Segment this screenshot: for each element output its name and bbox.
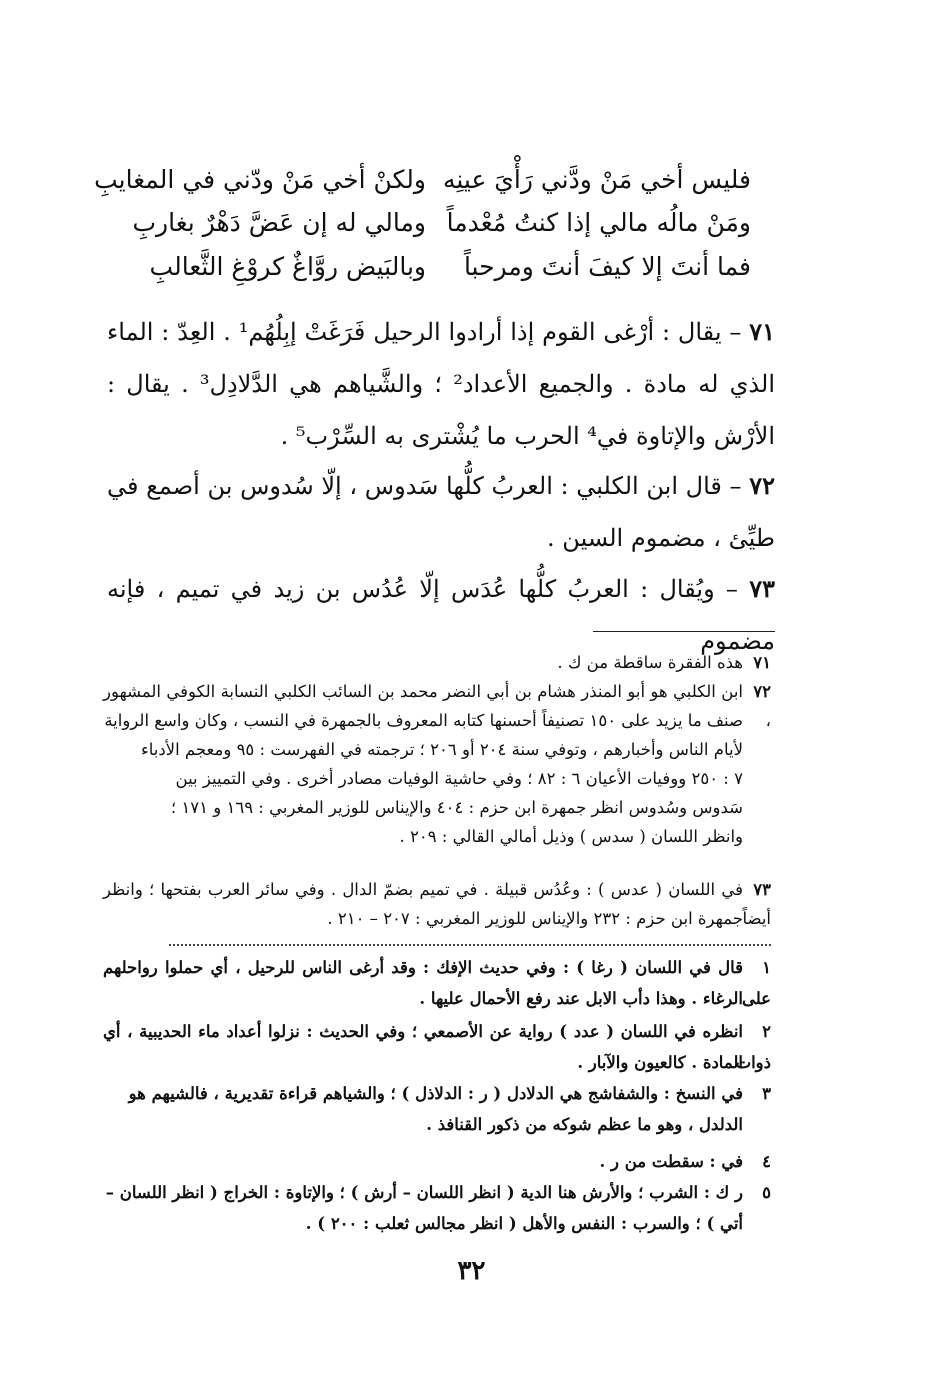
editor-note-continuation: [103, 1047, 771, 1078]
entry-number: ٧٢: [749, 471, 776, 500]
verse-second-hemistich: ومالي له إن عَضَّ دَهْرٌ بغاربِ: [132, 208, 426, 237]
note-number: ٤: [762, 1152, 771, 1171]
footnote-line: صنف ما يزيد على ١٥٠ تصنيفاً أحسنها كتابه المعروف بالجمهرة في النسب ، وكان واسع الرواية: [104, 711, 743, 730]
editor-note: [103, 1177, 771, 1208]
entry-paragraph: ٧٣ – ويُقال : العربُ كلُّها عُدَس إلّا عُدُس بن زيد في تميم ، فإنه مضموم: [107, 574, 775, 655]
notes-separator: [169, 944, 771, 946]
note-line: انظره في اللسان ( عدد ) رواية عن الأصمعي ؛ وفي الحديث : نزلوا أعداد ماء الحديبية ، أي ذوات: [103, 1022, 771, 1072]
verse-second-hemistich: ولكنْ أخي مَنْ ودّني في المغايبِ: [94, 165, 426, 194]
verse-first-hemistich: فما أنتَ إلا كيفَ أنتَ ومرحباً: [463, 252, 751, 281]
note-number: ٥: [762, 1183, 771, 1202]
footnote-number: ٧٣: [753, 880, 771, 899]
entry-number: ٧١: [749, 317, 775, 346]
footnote-continuation: [103, 706, 771, 851]
note-line: في النسخ : والشفاشج هي الدلادل ( ر : الدلاذل ) ؛ والشياهم قراءة تقديرية ، فالشيهم هو: [128, 1084, 743, 1103]
footnote: [103, 648, 771, 677]
note-line: المادة . كالعيون والآبار .: [577, 1053, 743, 1072]
entry-text: ويُقال : العربُ كلُّها عُدَس إلّا عُدُس بن زيد في تميم ، فإنه مضموم: [107, 575, 775, 655]
footnote-line: سَدوس وسُدوس انظر جمهرة ابن حزم : ٤٠٤ والإيناس للوزير المغربي : ١٦٩ و ١٧١ ؛: [170, 798, 743, 817]
note-line: أتي ) ؛ والسرب : النفس والأهل ( انظر مجالس ثعلب : ٢٠٠ ) .: [305, 1214, 743, 1233]
note-number: ١: [762, 958, 771, 977]
verse-first-hemistich: فليس أخي مَنْ ودَّني رَأْيَ عينِه: [442, 165, 751, 194]
footnote-line: ابن الكلبي هو أبو المنذر هشام بن أبي النضر محمد بن السائب الكلبي النسابة الكوفي المشهور ،: [103, 682, 771, 730]
footnote-line: وانظر اللسان ( سدس ) وذيل أمالي القالي : ٢٠٩ .: [399, 827, 743, 846]
footnote-line: جمهرة ابن حزم : ٢٣٢ والإيناس للوزير المغربي : ٢٠٧ – ٢١٠ .: [327, 909, 743, 928]
editor-note: [103, 1078, 771, 1109]
poem-verse: [111, 201, 751, 245]
note-line: قال في اللسان ( رغا ) : وفي حديث الإفك : وقد أرغى الناس للرحيل ، أي حملوا رواحلهم على: [103, 958, 771, 1008]
footnote-line: هذه الفقرة ساقطة من ك .: [557, 653, 743, 672]
entry-paragraph: ٧٢ – قال ابن الكلبي : العربُ كلُّها سَدوس ، إلّا سُدوس بن أصمع في طيِّئ ، مضموم السين .: [107, 471, 776, 552]
footnote-number: ٧١: [753, 653, 771, 672]
footnote-separator: [593, 631, 775, 632]
poem-verse: [111, 245, 751, 289]
entry-paragraph: ٧١ – يقال : أرْغى القوم إذا أرادوا الرحيل فَرَغَتْ إبِلُهُم¹ . العِدّ : الماء الذي له مادة . والجميع الأعداد² ؛ والشَّياهم هي الدَّلادِل³ . يقال : الأرْش والإتاوة في⁴ الحرب ما يُشْترى به السِّرْب⁵ .: [107, 317, 776, 450]
entry-number: ٧٣: [749, 574, 775, 603]
note-line: الدلدل ، وهو ما عظم شوكه من ذكور القنافذ .: [426, 1115, 743, 1134]
page-number: ٣٢: [457, 1256, 486, 1286]
entry-text: يقال : أرْغى القوم إذا أرادوا الرحيل فَرَغَتْ إبِلُهُم¹ . العِدّ : الماء الذي له مادة . والجميع الأعداد² ؛ والشَّياهم هي الدَّلادِل³ . يقال : الأرْش والإتاوة في⁴ الحرب ما يُشْترى به السِّرْب⁵ .: [107, 318, 776, 450]
note-number: ٢: [762, 1022, 771, 1041]
editor-note-continuation: [103, 983, 771, 1014]
poem-verse: [94, 158, 751, 202]
note-line: ر ك : الشرب ؛ والأرش هنا الدية ( انظر اللسان – أرش ) ؛ والإتاوة : الخراج ( انظر اللسان –: [105, 1183, 743, 1202]
entry-text: قال ابن الكلبي : العربُ كلُّها سَدوس ، إلّا سُدوس بن أصمع في طيِّئ ، مضموم السين .: [107, 472, 775, 552]
footnote-number: ٧٢: [753, 682, 771, 701]
note-line: في : سقطت من ر .: [599, 1152, 743, 1171]
footnote-line: ٧ : ٢٥٠ ووفيات الأعيان ٦ : ٨٢ ؛ وفي حاشية الوفيات مصادر أخرى . وفي التمييز بين: [175, 769, 743, 788]
verse-first-hemistich: ومَنْ مالُه مالي إذا كنتُ مُعْدماً: [446, 208, 751, 237]
editor-note-continuation: [103, 1208, 771, 1239]
note-line: الرغاء . وهذا دأب الابل عند رفع الأحمال عليها .: [419, 989, 743, 1008]
verse-second-hemistich: وبالبَيض روَّاغٌ كروْغِ الثَّعالبِ: [149, 252, 426, 281]
editor-note-continuation: [103, 1109, 771, 1140]
footnote-line: لأيام الناس وأخبارهم ، وتوفي سنة ٢٠٤ أو ٢٠٦ ؛ ترجمته في الفهرست : ٩٥ ومعجم الأدباء: [140, 740, 743, 759]
editor-note: [103, 1146, 771, 1177]
note-number: ٣: [762, 1084, 771, 1103]
footnote-line: في اللسان ( عدس ) : وعُدُس قبيلة . في تميم بضمّ الدال . وفي سائر العرب بفتحها ؛ وانظر أيضاً: [103, 880, 771, 928]
footnote-continuation: [103, 904, 771, 933]
